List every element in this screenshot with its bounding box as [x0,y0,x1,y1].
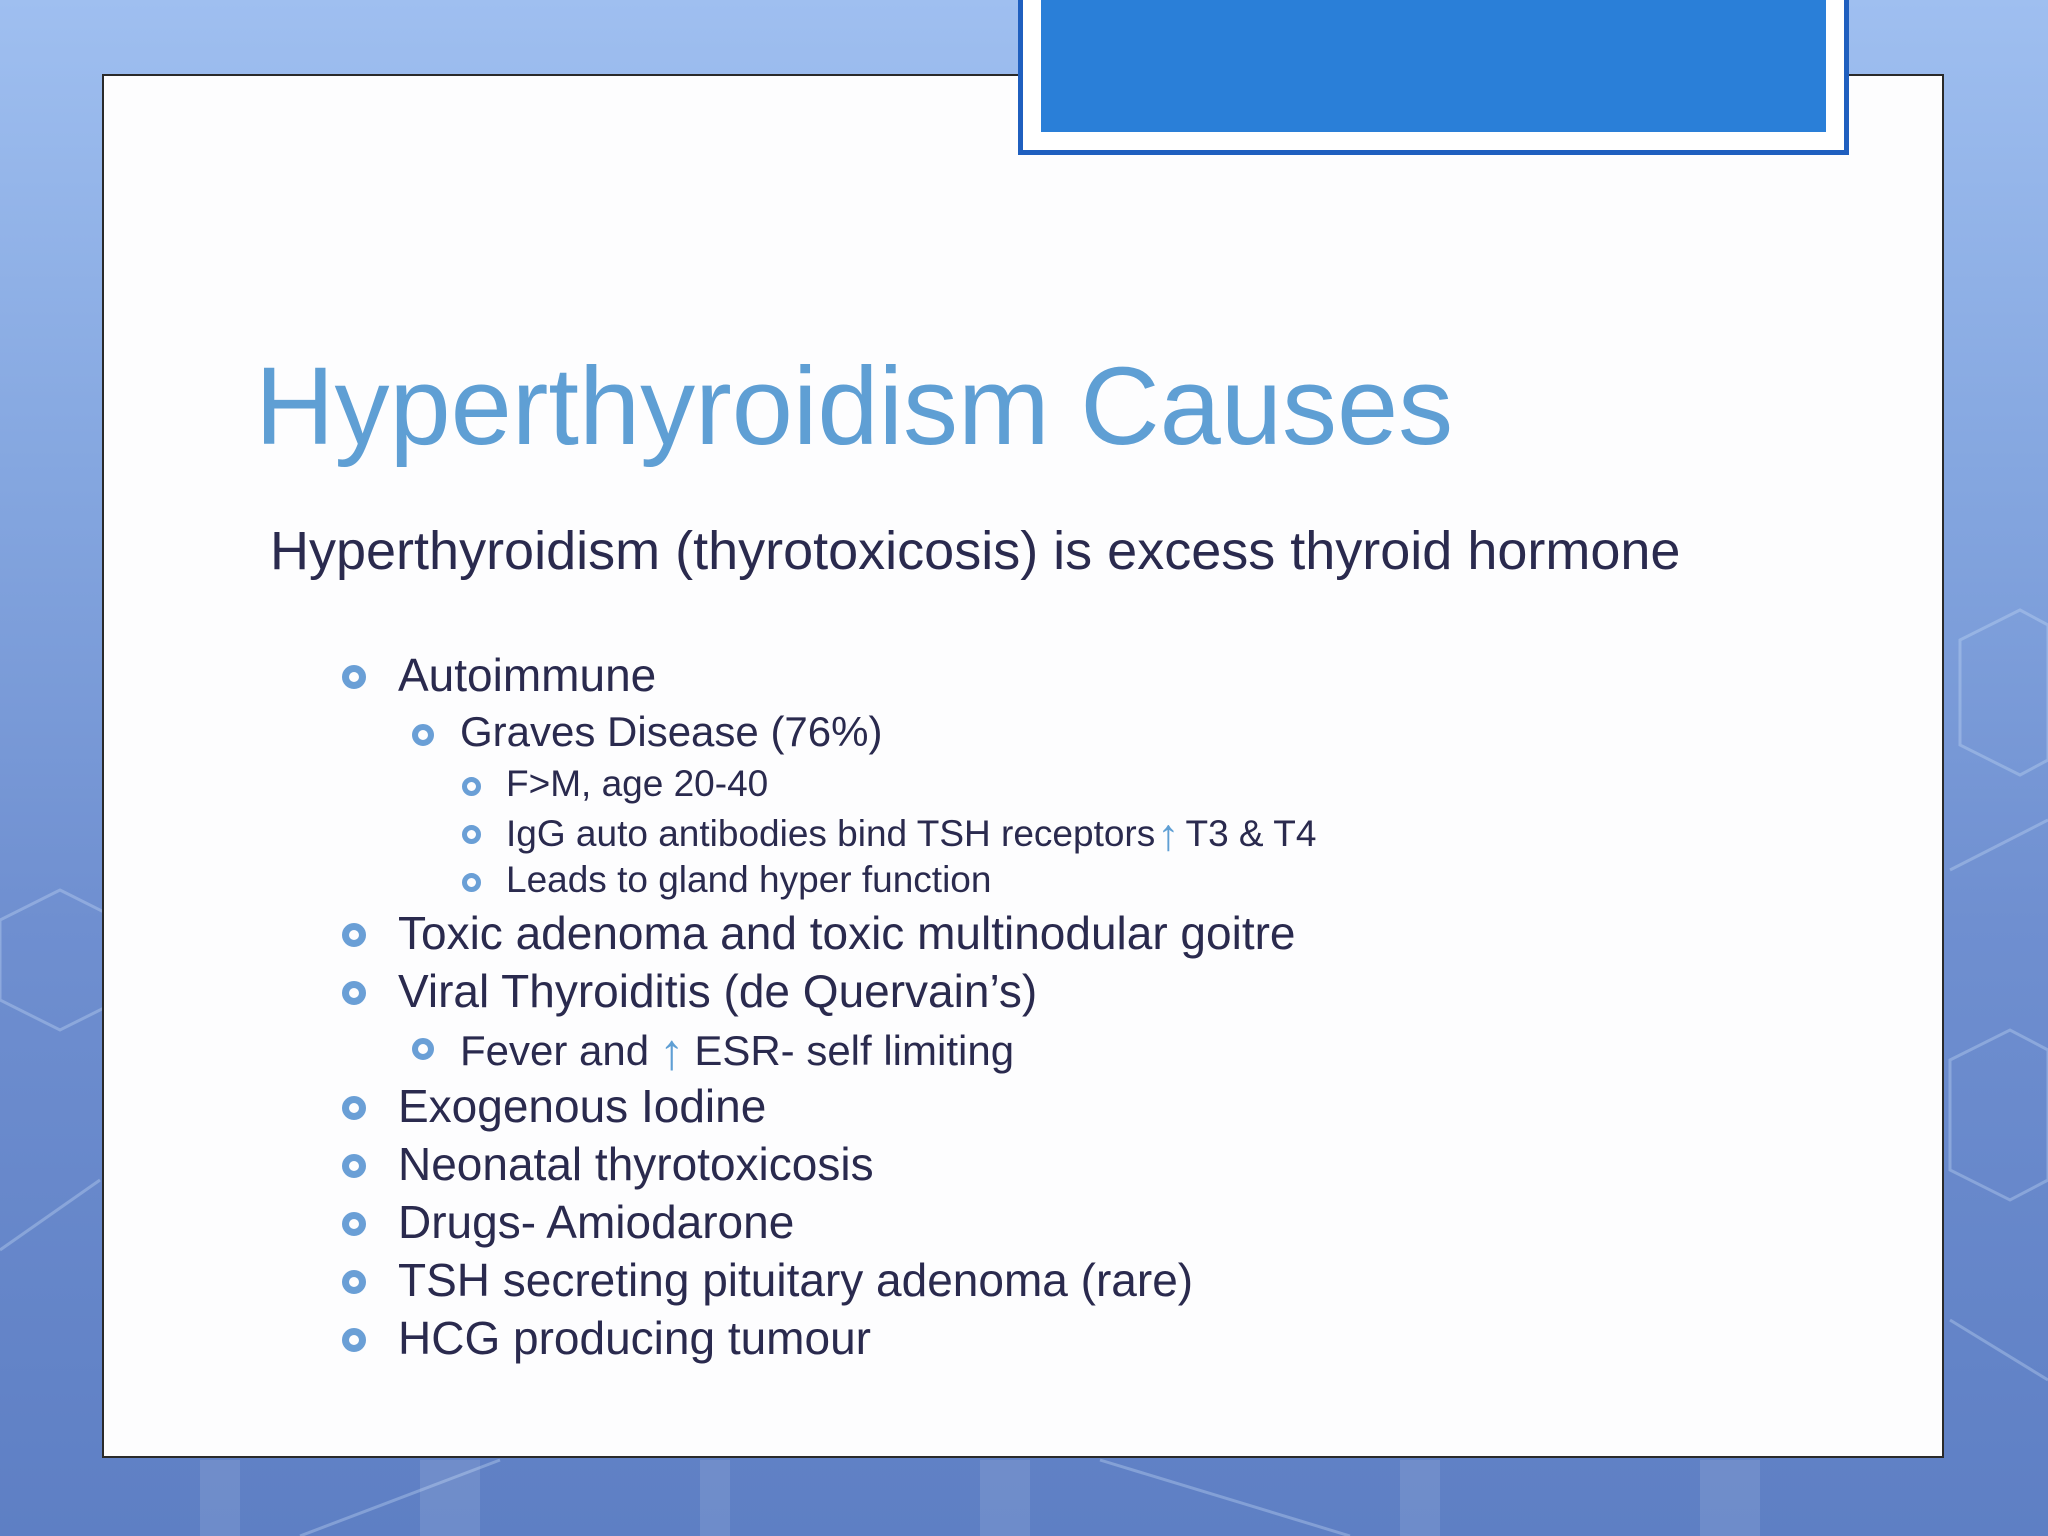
bullet-text-suffix: T3 & T4 [1185,813,1317,854]
bullet-graves [460,708,882,756]
bullet-drugs [398,1195,794,1249]
bullet-toxic-adenoma [398,906,1296,960]
bullet-hcg [398,1311,871,1365]
bullet-text: HCG producing tumour [398,1312,871,1364]
bullet-text: Exogenous Iodine [398,1080,767,1132]
hollow-circle-bullet-icon [342,981,366,1005]
hollow-circle-bullet-icon [462,873,481,892]
bullet-text: Neonatal thyrotoxicosis [398,1138,874,1190]
bullet-neonatal [398,1137,874,1191]
hollow-circle-bullet-icon [342,665,366,689]
bullet-text: TSH secreting pituitary adenoma (rare) [398,1254,1194,1306]
bullet-gland-hyperfunction [506,859,991,901]
hollow-circle-bullet-icon [342,923,366,947]
slide-title: Hyperthyroidism Causes [255,345,1454,468]
bullet-tsh-adenoma [398,1253,1193,1307]
hollow-circle-bullet-icon [342,1212,366,1236]
bullet-text: Autoimmune [398,649,657,701]
bullet-text: Viral Thyroiditis (de Quervain’s) [398,965,1038,1017]
slide-subtitle: Hyperthyroidism (thyrotoxicosis) is excess thyroid hormone [270,521,1681,581]
bullet-text: F>M, age 20-40 [506,763,769,804]
bullet-text: Toxic adenoma and toxic multinodular goitre [398,907,1296,959]
up-arrow-icon: ↑ [659,1023,685,1080]
bullet-text: Drugs- Amiodarone [398,1196,795,1248]
up-arrow-icon: ↑ [1157,811,1180,860]
bullet-text-suffix: ESR- self limiting [694,1027,1015,1074]
hollow-circle-bullet-icon [342,1328,366,1352]
bullet-graves-demographics [506,763,768,805]
bullet-fever-esr [460,1022,1014,1081]
bullet-autoimmune [398,648,656,702]
bullet-viral-thyroiditis [398,964,1037,1018]
bullet-text: Leads to gland hyper function [506,859,992,900]
hollow-circle-bullet-icon [342,1154,366,1178]
hollow-circle-bullet-icon [342,1270,366,1294]
bullet-exogenous-iodine [398,1079,766,1133]
bullet-text: IgG auto antibodies bind TSH receptors [506,813,1156,854]
bullet-text: Graves Disease (76%) [460,708,883,755]
bullet-text: Fever and [460,1027,650,1074]
hollow-circle-bullet-icon [412,1038,434,1060]
bullet-igg-antibodies [506,811,1316,861]
hollow-circle-bullet-icon [412,724,434,746]
hollow-circle-bullet-icon [462,777,481,796]
hollow-circle-bullet-icon [342,1096,366,1120]
hollow-circle-bullet-icon [462,825,481,844]
